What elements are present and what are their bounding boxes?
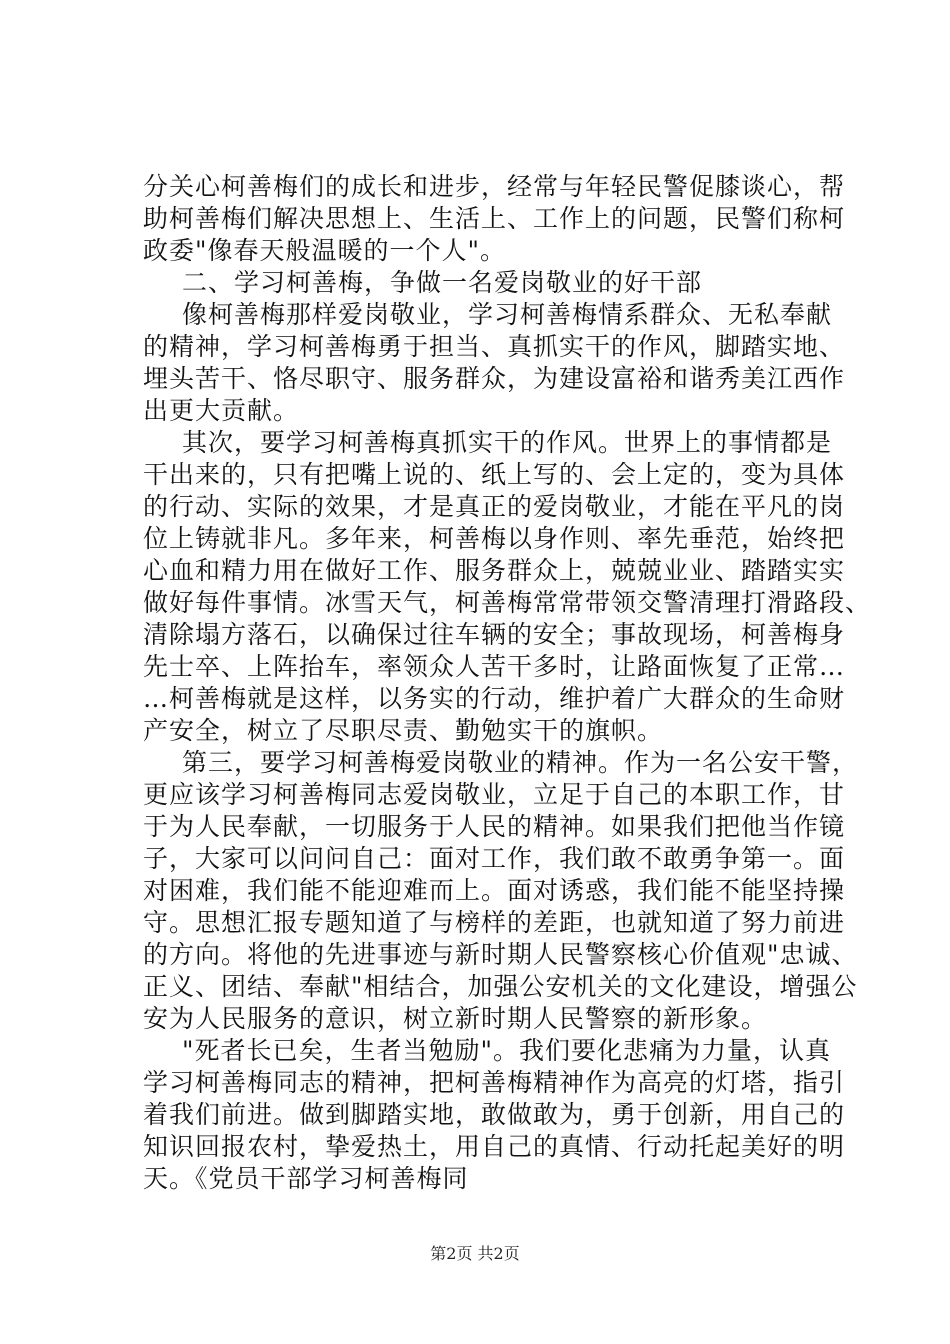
text-line: 子，大家可以问问自己：面对工作，我们敢不敢勇争第一。面	[143, 844, 846, 873]
text-line: 更应该学习柯善梅同志爱岗敬业，立足于自己的本职工作，甘	[143, 780, 846, 809]
text-line: 二、学习柯善梅，争做一名爱岗敬业的好干部	[182, 268, 703, 297]
text-line: 知识回报农村，挚爱热土，用自己的真情、行动托起美好的明	[143, 1132, 846, 1161]
text-line: "死者长已矣，生者当勉励"。我们要化悲痛为力量，认真	[182, 1036, 832, 1065]
text-line: 对困难，我们能不能迎难而上。面对诱惑，我们能不能坚持操	[143, 876, 846, 905]
text-line: 学习柯善梅同志的精神，把柯善梅精神作为高亮的灯塔，指引	[143, 1068, 846, 1097]
text-line: 先士卒、上阵抬车，率领众人苦干多时，让路面恢复了正常…	[143, 652, 846, 681]
text-line: 于为人民奉献，一切服务于人民的精神。如果我们把他当作镜	[143, 812, 846, 841]
text-line: 产安全，树立了尽职尽责、勤勉实干的旗帜。	[143, 716, 664, 745]
text-line: 的行动、实际的效果，才是真正的爱岗敬业，才能在平凡的岗	[143, 492, 846, 521]
document-body	[143, 171, 872, 1195]
text-line: 助柯善梅们解决思想上、生活上、工作上的问题，民警们称柯	[143, 204, 846, 233]
text-line: 守。思想汇报专题知道了与榜样的差距，也就知道了努力前进	[143, 908, 846, 937]
text-line: 安为人民服务的意识，树立新时期人民警察的新形象。	[143, 1004, 768, 1033]
text-line: 的精神，学习柯善梅勇于担当、真抓实干的作风，脚踏实地、	[143, 332, 846, 361]
text-line: 正义、团结、奉献"相结合，加强公安机关的文化建设，增强公	[143, 972, 858, 1001]
text-line: 做好每件事情。冰雪天气，柯善梅常常带领交警清理打滑路段、	[143, 588, 872, 617]
text-line: 位上铸就非凡。多年来，柯善梅以身作则、率先垂范，始终把	[143, 524, 846, 553]
text-line: 出更大贡献。	[143, 396, 300, 425]
text-line: …柯善梅就是这样，以务实的行动，维护着广大群众的生命财	[143, 684, 846, 713]
text-line: 的方向。将他的先进事迹与新时期人民警察核心价值观"忠诚、	[143, 940, 858, 969]
text-line: 分关心柯善梅们的成长和进步，经常与年轻民警促膝谈心，帮	[143, 172, 846, 201]
text-line: 清除塌方落石，以确保过往车辆的安全；事故现场，柯善梅身	[143, 620, 846, 649]
text-line: 政委"像春天般温暖的一个人"。	[143, 236, 506, 265]
text-line: 着我们前进。做到脚踏实地，敢做敢为，勇于创新，用自己的	[143, 1100, 846, 1129]
text-line: 心血和精力用在做好工作、服务群众上，兢兢业业、踏踏实实	[143, 556, 846, 585]
text-line: 其次，要学习柯善梅真抓实干的作风。世界上的事情都是	[182, 428, 833, 457]
text-line: 像柯善梅那样爱岗敬业，学习柯善梅情系群众、无私奉献	[182, 300, 833, 329]
page-footer: 第2页 共2页	[430, 1244, 520, 1263]
text-line: 第三，要学习柯善梅爱岗敬业的精神。作为一名公安干警，	[182, 748, 859, 777]
text-line: 天。《党员干部学习柯善梅同	[143, 1164, 469, 1193]
text-line: 埋头苦干、恪尽职守、服务群众，为建设富裕和谐秀美江西作	[143, 364, 846, 393]
text-line: 干出来的，只有把嘴上说的、纸上写的、会上定的，变为具体	[143, 460, 846, 489]
